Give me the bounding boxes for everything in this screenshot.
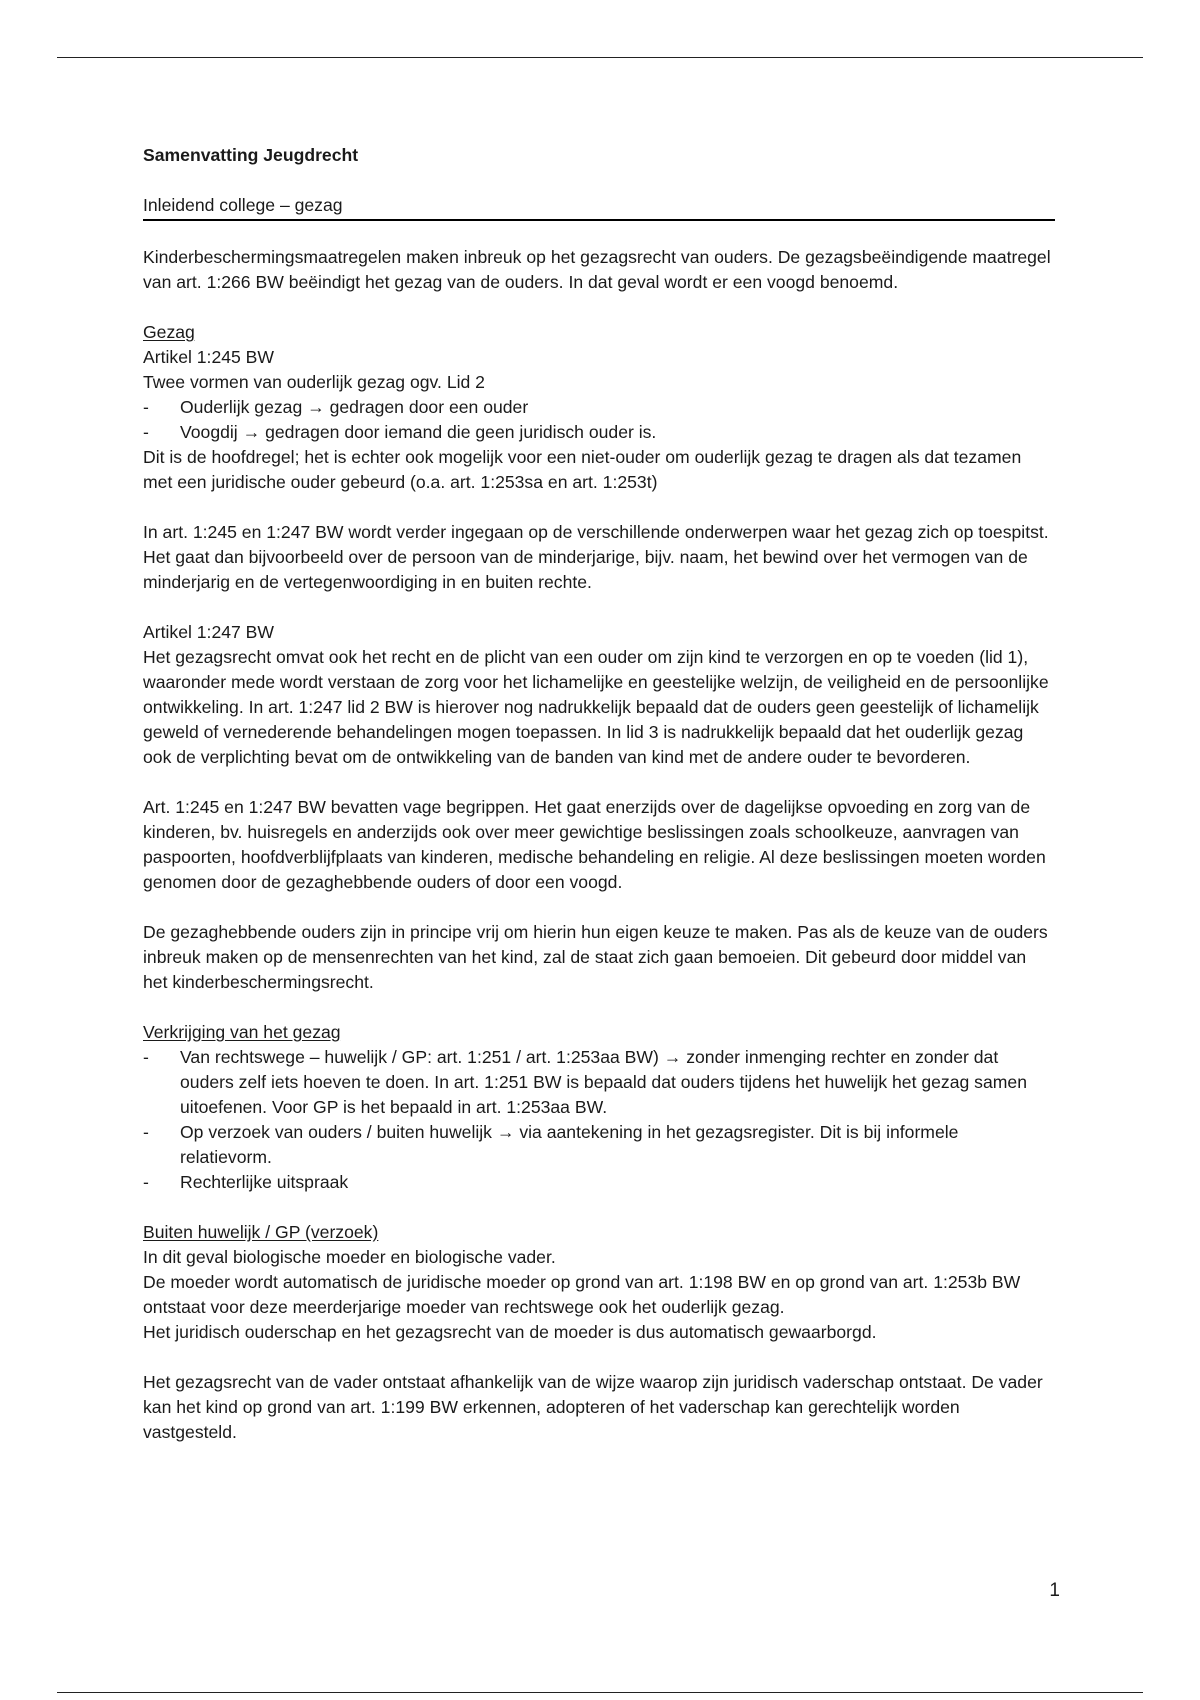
verkrijging-heading: Verkrijging van het gezag <box>143 1022 341 1042</box>
section-heading: Inleidend college – gezag <box>143 193 1055 221</box>
verkrijging-bullet-rechterlijk: Rechterlijke uitspraak <box>180 1172 349 1192</box>
bullet-marker: - <box>143 397 149 417</box>
bullet-marker: - <box>143 1047 149 1067</box>
page-number: 1 <box>1049 1580 1060 1601</box>
list-item <box>143 1170 1055 1195</box>
bullet-marker: - <box>143 1122 149 1142</box>
buiten-huwelijk-line-3: Het juridisch ouderschap en het gezagsrecht van de moeder is dus automatisch gewaarborgd. <box>143 1322 877 1342</box>
gezag-bullet-voogdij: Voogdij → gedragen door iemand die geen juridisch ouder is. <box>180 422 657 442</box>
gezag-article: Artikel 1:245 BW <box>143 347 275 367</box>
document-title: Samenvatting Jeugdrecht <box>143 145 359 165</box>
verkrijging-bullet-rechtswege: Van rechtswege – huwelijk / GP: art. 1:251 / art. 1:253aa BW) → zonder inmenging rechter en zonder dat ouders zelf iets hoeven te doen. In art. 1:251 BW is bepaald dat ouders tijdens het huwelijk het gezag samen uitoefenen. Voor GP is het bepaald in art. 1:253aa BW. <box>180 1047 1027 1117</box>
bullet-marker: - <box>143 422 149 442</box>
paragraph-vage-begrippen: Art. 1:245 en 1:247 BW bevatten vage begrippen. Het gaat enerzijds over de dagelijkse opvoeding en zorg van de kinderen, bv. huisregels en anderzijds ook over meer gewichtige beslissingen zoals schoolkeuze, aanvragen van paspoorten, hoofdverblijfplaats van kinderen, medische behandeling en religie. Al deze beslissingen moeten worden genomen door de gezaghebbende ouders of door een voogd. <box>143 797 1046 892</box>
list-item <box>143 1120 1055 1170</box>
page-top-rule <box>57 57 1143 58</box>
intro-paragraph: Kinderbeschermingsmaatregelen maken inbreuk op het gezagsrecht van ouders. De gezagsbeëindigende maatregel van art. 1:266 BW beëindigt het gezag van de ouders. In dat geval wordt er een voogd benoemd. <box>143 247 1051 292</box>
paragraph-art245-247: In art. 1:245 en 1:247 BW wordt verder ingegaan op de verschillende onderwerpen waar het gezag zich op toespitst. Het gaat dan bijvoorbeeld over de persoon van de minderjarige, bijv. naam, het bewind over het vermogen van de minderjarig en de vertegenwoordiging in en buiten rechte. <box>143 522 1049 592</box>
list-item <box>143 395 1055 420</box>
document-body <box>143 143 1055 1445</box>
paragraph-vader: Het gezagsrecht van de vader ontstaat afhankelijk van de wijze waarop zijn juridisch vaderschap ontstaat. De vader kan het kind op grond van art. 1:199 BW erkennen, adopteren of het vaderschap kan gerechtelijk worden vastgesteld. <box>143 1372 1043 1442</box>
list-item <box>143 1045 1055 1120</box>
buiten-huwelijk-heading: Buiten huwelijk / GP (verzoek) <box>143 1222 379 1242</box>
art247-text: Het gezagsrecht omvat ook het recht en de plicht van een ouder om zijn kind te verzorgen en op te voeden (lid 1), waaronder mede wordt verstaan de zorg voor het lichamelijke en geestelijke welzijn, de veiligheid en de persoonlijke ontwikkeling. In art. 1:247 lid 2 BW is hierover nog nadrukkelijk bepaald dat de ouders geen geestelijk of lichamelijk geweld of vernederende behandelingen mogen toepassen. In lid 3 is nadrukkelijk bepaald dat het ouderlijk gezag ook de verplichting bevat om de ontwikkeling van de banden van kind met de andere ouder te bevorderen. <box>143 647 1049 767</box>
gezag-lead: Twee vormen van ouderlijk gezag ogv. Lid 2 <box>143 372 485 392</box>
page-bottom-rule <box>57 1692 1143 1693</box>
gezag-note: Dit is de hoofdregel; het is echter ook mogelijk voor een niet-ouder om ouderlijk gezag te dragen als dat tezamen met een juridische ouder gebeurd (o.a. art. 1:253sa en art. 1:253t) <box>143 447 1022 492</box>
verkrijging-bullet-verzoek: Op verzoek van ouders / buiten huwelijk → via aantekening in het gezagsregister. Dit is bij informele relatievorm. <box>180 1122 959 1167</box>
buiten-huwelijk-line-2: De moeder wordt automatisch de juridische moeder op grond van art. 1:198 BW en op grond van art. 1:253b BW ontstaat voor deze meerderjarige moeder van rechtswege ook het ouderlijk gezag. <box>143 1272 1021 1317</box>
bullet-marker: - <box>143 1172 149 1192</box>
buiten-huwelijk-line-1: In dit geval biologische moeder en biologische vader. <box>143 1247 556 1267</box>
art247-heading: Artikel 1:247 BW <box>143 622 275 642</box>
gezag-bullet-ouderlijk: Ouderlijk gezag → gedragen door een ouder <box>180 397 529 417</box>
paragraph-vrij: De gezaghebbende ouders zijn in principe vrij om hierin hun eigen keuze te maken. Pas als de keuze van de ouders inbreuk maken op de mensenrechten van het kind, zal de staat zich gaan bemoeien. Dit gebeurd door middel van het kinderbeschermingsrecht. <box>143 922 1048 992</box>
list-item <box>143 420 1055 445</box>
gezag-heading: Gezag <box>143 322 195 342</box>
